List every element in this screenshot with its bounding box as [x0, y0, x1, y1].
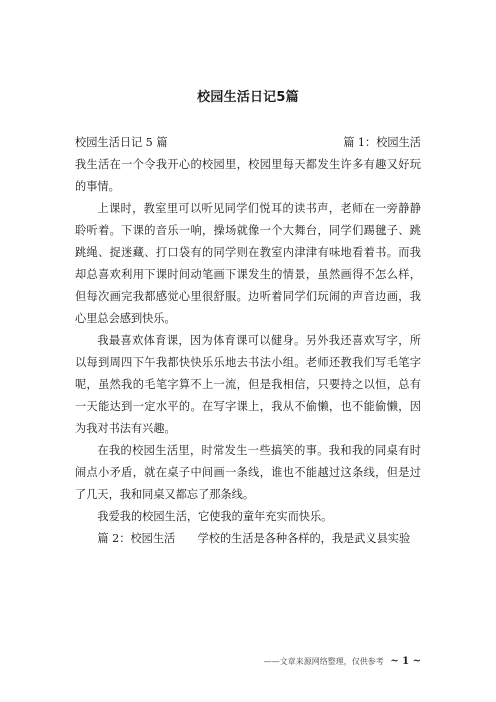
footer-source-text: ——文章来源网络整理，仅供参考 — [263, 657, 384, 666]
paragraph-2: 上课时，教室里可以听见同学们悦耳的读书声，老师在一旁静静聆听着。下课的音乐一响，操场就像一个大舞台，同学们踢毽子、跳跳绳、捉迷藏、打口袋有的同学则在教室内津津有味地看着书。而我却总喜欢利用下课时间动笔画下课发生的情景，虽然画得不怎么样，但每次画完我都感觉心里很舒服。边听着同学们玩闹的声音边画，我心里总会感到快乐。 — [75, 202, 421, 325]
paragraph-6: 篇 2：校园生活 学校的生活是各种各样的，我是武义县实验 — [97, 532, 411, 545]
paragraph-1: 我生活在一个令我开心的校园里，校园里每天都发生许多有趣又好玩的事情。 — [75, 158, 421, 193]
header-line — [75, 132, 421, 154]
paragraph-5: 我爱我的校园生活，它使我的童年充实而快乐。 — [97, 510, 333, 523]
paragraph-4: 在我的校园生活里，时常发生一些搞笑的事。我和我的同桌有时闹点小矛盾，就在桌子中间画一条线，谁也不能越过这条线，但是过了几天，我和同桌又都忘了那条线。 — [75, 444, 421, 501]
document-body — [75, 132, 421, 550]
header-right-text: 篇 1：校园生活 — [343, 136, 421, 149]
header-left-text: 校园生活日记 5 篇 — [75, 136, 168, 149]
paragraph-3: 我最喜欢体育课，因为体育课可以健身。另外我还喜欢写字，所以每到周四下午我都快快乐乐地去书法小组。老师还教我们写毛笔字呢，虽然我的毛笔字算不上一流，但是我相信，只要持之以恒，总有一天能达到一定水平的。在写字课上，我从不偷懒，也不能偷懒，因为我对书法有兴趣。 — [75, 334, 421, 435]
page-footer — [264, 656, 421, 667]
document-title: 校园生活日记5篇 — [197, 90, 299, 105]
page-number: ~ 1 ~ — [390, 656, 421, 667]
